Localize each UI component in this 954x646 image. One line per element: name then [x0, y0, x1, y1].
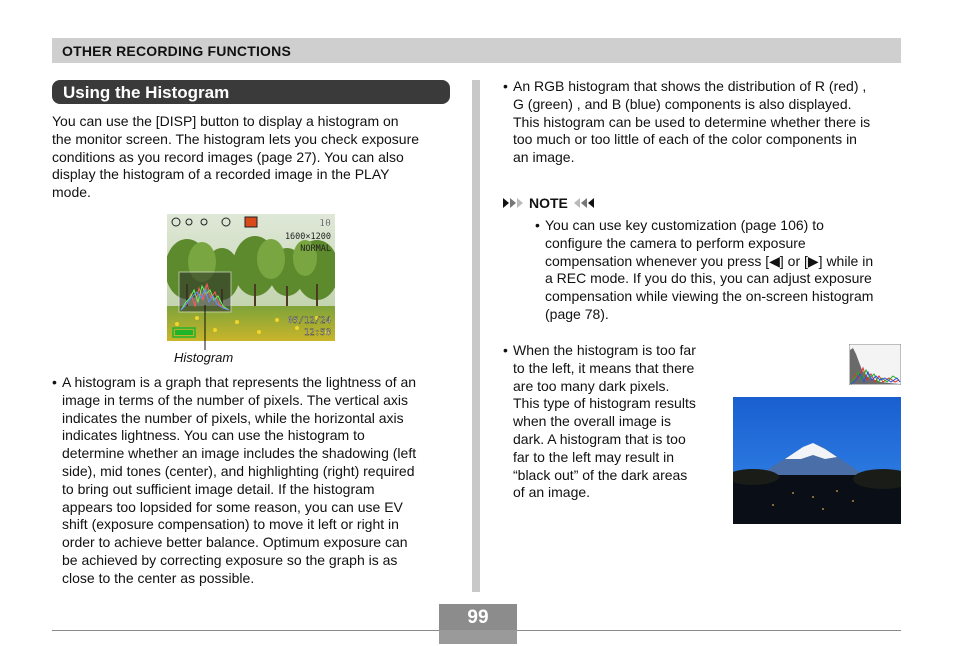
- rgb-histogram-bullet: [503, 78, 903, 167]
- bullet-line: far to the left may result in: [513, 448, 675, 465]
- page-number-box: [439, 604, 517, 644]
- note-line: You can use key customization (page 106) to: [545, 217, 824, 233]
- note-arrows-left-icon: [572, 197, 594, 209]
- bullet-line: close to the center as possible.: [62, 569, 255, 586]
- bullet-line: indicates the number of pixels, while the horizontal axis: [62, 409, 404, 426]
- bullet-line: When the histogram is too far: [513, 342, 696, 358]
- bullet-line: to bring out sufficient image detail. If the histogram: [62, 480, 375, 497]
- bullet-line: dark. A histogram that is too: [513, 430, 686, 447]
- bullet-line: be achieved by correcting exposure so the graph is as: [62, 551, 398, 568]
- bullet-mark: •: [503, 342, 508, 358]
- intro-paragraph: [52, 113, 452, 202]
- dark-histogram-bullet: [503, 342, 723, 502]
- camera-screen-image: [167, 214, 335, 341]
- bullet-mark: •: [52, 374, 57, 390]
- bullet-line: This histogram can be used to determine whether there is: [513, 113, 871, 130]
- note-line: compensation while viewing the on-screen histogram: [545, 288, 874, 305]
- dark-mountain-photo: [733, 397, 901, 524]
- intro-line: mode.: [52, 184, 91, 201]
- bullet-line: appears too lopsided for some reason, you can use EV: [62, 498, 403, 515]
- date-text: 05/12/24: [287, 316, 331, 326]
- bullet-mark: •: [535, 217, 540, 233]
- bullet-line: side), mid tones (center), and highlighting (right) required: [62, 462, 415, 479]
- section-title-bar: [52, 80, 450, 104]
- note-label: NOTE: [529, 195, 568, 211]
- bullet-line: of an image.: [513, 484, 591, 501]
- dark-histogram-thumbnail: [849, 344, 901, 385]
- bullet-line: An RGB histogram that shows the distribution of R (red) ,: [513, 78, 867, 94]
- note-heading: [503, 195, 594, 211]
- intro-line: You can use the [DISP] button to display a histogram on: [52, 113, 399, 129]
- bullet-line: when the overall image is: [513, 413, 671, 430]
- intro-line: display the histogram of a recorded image in the PLAY: [52, 166, 390, 183]
- note-line: configure the camera to perform exposure: [545, 234, 806, 251]
- bullet-line: to the left, it means that there: [513, 359, 695, 376]
- bullet-line: are too many dark pixels.: [513, 377, 670, 394]
- column-divider: [472, 80, 480, 592]
- note-line: a REC mode. If you do this, you can adjust exposure: [545, 270, 872, 287]
- bullet-line: G (green) , and B (blue) components is also displayed.: [513, 95, 852, 112]
- bullet-line: determine whether an image includes the shadowing (left: [62, 445, 417, 462]
- histogram-description-bullet: [52, 374, 462, 588]
- note-bullet: [535, 217, 905, 324]
- bullet-line: This type of histogram results: [513, 395, 696, 412]
- callout-line: [195, 305, 215, 355]
- page-number: 99: [467, 607, 489, 628]
- time-text: 12:58: [303, 328, 331, 338]
- bullet-line: order to achieve better balance. Optimum exposure can: [62, 534, 408, 551]
- quality-text: NORMAL: [300, 244, 331, 254]
- chapter-title: OTHER RECORDING FUNCTIONS: [62, 43, 291, 59]
- bullet-line: too much or too little of each of the color components in: [513, 131, 857, 148]
- note-line: (page 78).: [545, 305, 609, 322]
- bullet-line: “black out” of the dark areas: [513, 466, 688, 483]
- intro-line: the monitor screen. The histogram lets you check exposure: [52, 130, 420, 147]
- bullet-line: an image.: [513, 149, 575, 166]
- chapter-header-bar: [52, 38, 901, 63]
- bullet-line: indicates lightness. You can use the histogram to: [62, 427, 365, 444]
- bullet-line: image in terms of the number of pixels. The vertical axis: [62, 391, 409, 408]
- bullet-mark: •: [503, 78, 508, 94]
- section-title: Using the Histogram: [63, 83, 230, 102]
- note-arrows-right-icon: [503, 197, 525, 209]
- histogram-caption: Histogram: [174, 350, 234, 365]
- bullet-line: shift (exposure compensation) to move it left or right in: [62, 516, 399, 533]
- shots-remaining-text: 10: [318, 218, 331, 229]
- bullet-line: A histogram is a graph that represents the lightness of an: [62, 374, 417, 390]
- image-size-text: 1600×1200: [284, 232, 331, 242]
- note-line: compensation whenever you press [◀] or [▶] while in: [545, 252, 874, 269]
- intro-line: conditions as you record images (page 27). You can also: [52, 148, 404, 165]
